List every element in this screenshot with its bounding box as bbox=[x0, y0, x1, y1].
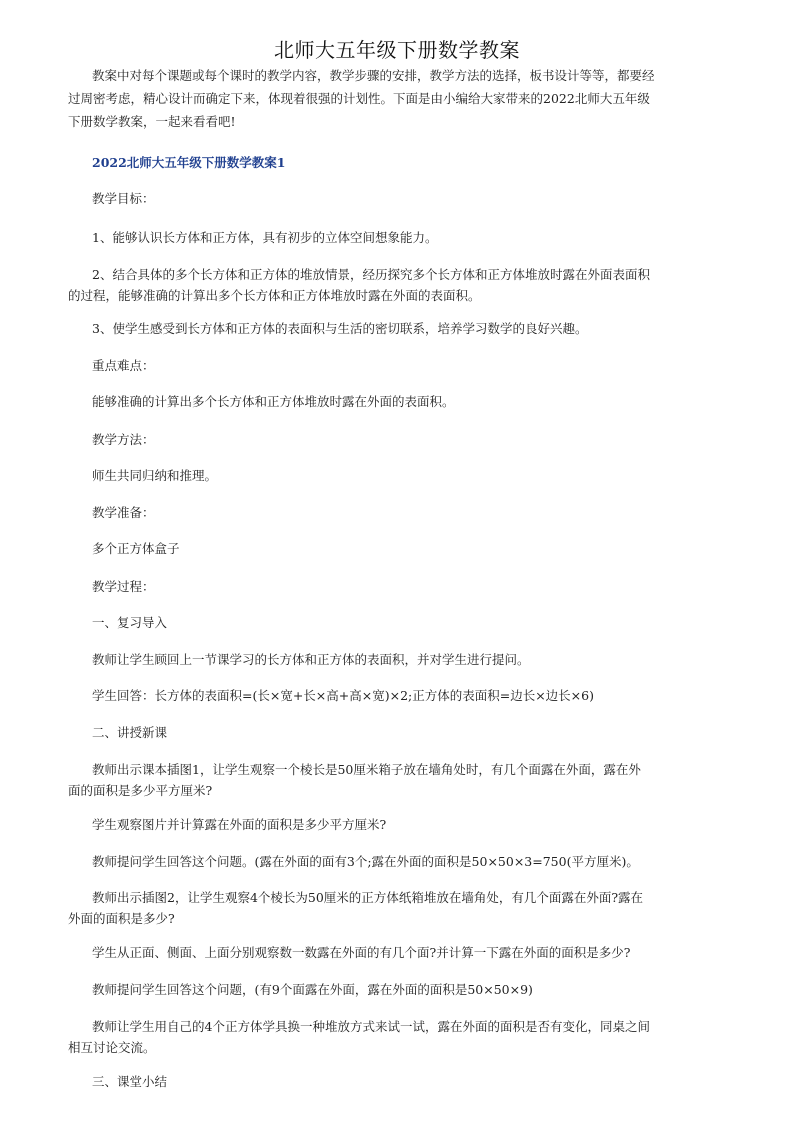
step-2-paragraph-2: 学生观察图片并计算露在外面的面积是多少平方厘米? bbox=[92, 817, 387, 832]
step-2-paragraph-5: 学生从正面、侧面、上面分别观察数一数露在外面的有几个面?并计算一下露在外面的面积是多少? bbox=[92, 945, 631, 960]
step-2-paragraph-1-line-2: 面的面积是多少平方厘米? bbox=[68, 783, 213, 798]
prep-label: 教学准备： bbox=[92, 505, 155, 520]
page-title: 北师大五年级下册数学教案 bbox=[274, 38, 520, 62]
step-1-paragraph-1: 教师让学生顾回上一节课学习的长方体和正方体的表面积，并对学生进行提问。 bbox=[92, 652, 530, 667]
goal-2-line-1: 2、结合具体的多个长方体和正方体的堆放情景，经历探究多个长方体和正方体堆放时露在外面表面积 bbox=[92, 267, 650, 282]
step-2-paragraph-7-line-1: 教师让学生用自己的4个正方体学具换一种堆放方式来试一试，露在外面的面积是否有变化，同桌之间 bbox=[92, 1019, 650, 1034]
step-3-heading: 三、课堂小结 bbox=[92, 1074, 168, 1089]
goal-2-line-2: 的过程，能够准确的计算出多个长方体和正方体堆放时露在外面的表面积。 bbox=[68, 288, 481, 303]
key-label: 重点难点： bbox=[92, 358, 155, 373]
key-text: 能够准确的计算出多个长方体和正方体堆放时露在外面的表面积。 bbox=[92, 394, 455, 409]
step-2-paragraph-4-line-2: 外面的面积是多少? bbox=[68, 911, 175, 926]
step-2-paragraph-6: 教师提问学生回答这个问题，(有9个面露在外面，露在外面的面积是50×50×9) bbox=[92, 982, 533, 997]
step-2-paragraph-7-line-2: 相互讨论交流。 bbox=[68, 1040, 156, 1055]
section-heading: 2022北师大五年级下册数学教案1 bbox=[92, 155, 286, 170]
step-2-paragraph-4-line-1: 教师出示插图2，让学生观察4个棱长为50厘米的正方体纸箱堆放在墙角处，有几个面露在外面?露在 bbox=[92, 890, 644, 905]
method-label: 教学方法： bbox=[92, 432, 155, 447]
step-2-paragraph-3: 教师提问学生回答这个问题。(露在外面的面有3个;露在外面的面积是50×50×3=750(平方厘米)。 bbox=[92, 854, 639, 869]
method-text: 师生共同归纳和推理。 bbox=[92, 468, 218, 483]
goal-1: 1、能够认识长方体和正方体，具有初步的立体空间想象能力。 bbox=[92, 230, 438, 245]
goal-3: 3、使学生感受到长方体和正方体的表面积与生活的密切联系，培养学习数学的良好兴趣。 bbox=[92, 321, 588, 336]
prep-text: 多个正方体盒子 bbox=[92, 541, 180, 556]
step-1-paragraph-2: 学生回答：长方体的表面积=(长×宽+长×高+高×宽)×2;正方体的表面积=边长×边长×6) bbox=[92, 688, 594, 703]
step-2-paragraph-1-line-1: 教师出示课本插图1，让学生观察一个棱长是50厘米箱子放在墙角处时，有几个面露在外面，露在外 bbox=[92, 762, 641, 777]
intro-line-3: 下册数学教案，一起来看看吧! bbox=[68, 114, 236, 129]
step-2-heading: 二、讲授新课 bbox=[92, 725, 168, 740]
intro-line-2: 过周密考虑，精心设计而确定下来，体现着很强的计划性。下面是由小编给大家带来的2022北师大五年级 bbox=[68, 91, 650, 106]
intro-line-1: 教案中对每个课题或每个课时的教学内容，教学步骤的安排，教学方法的选择，板书设计等等，都要经 bbox=[92, 68, 655, 83]
process-label: 教学过程： bbox=[92, 579, 155, 594]
goals-label: 教学目标： bbox=[92, 191, 155, 206]
step-1-heading: 一、复习导入 bbox=[92, 615, 168, 630]
